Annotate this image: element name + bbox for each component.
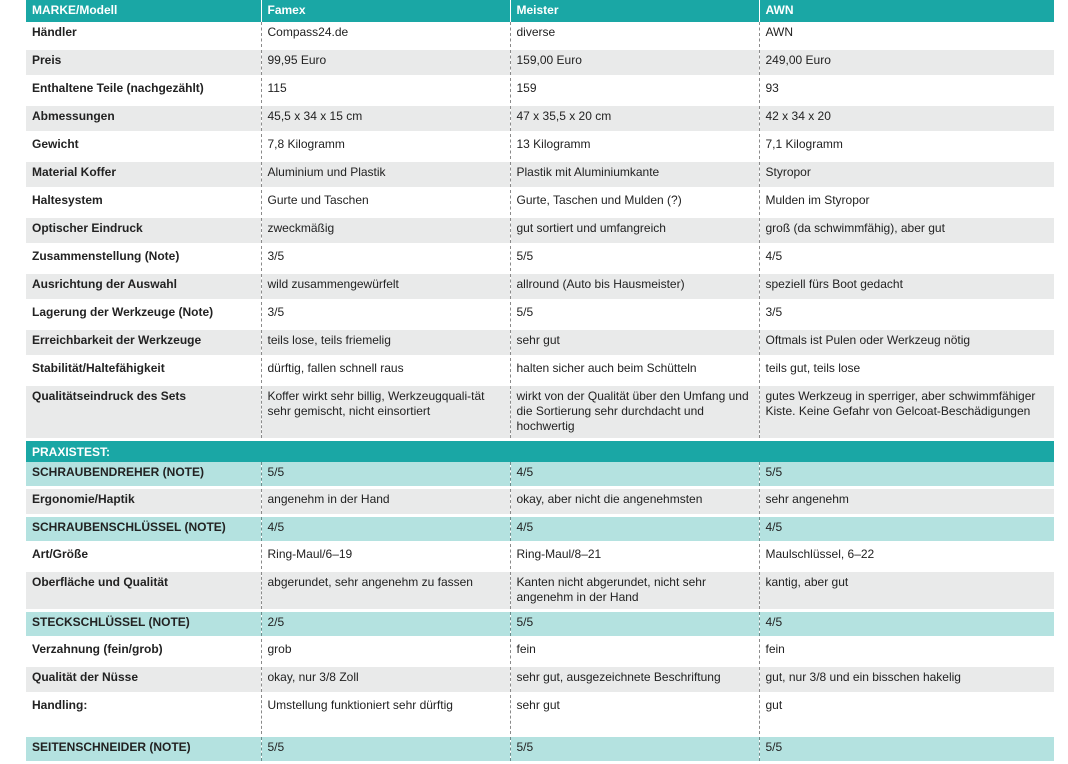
cell: 3/5: [759, 301, 1054, 329]
row-label: SCHRAUBENSCHLÜSSEL (NOTE): [26, 516, 261, 543]
table-row: [26, 161, 1054, 189]
cell: 5/5: [510, 245, 759, 273]
cell: 4/5: [510, 516, 759, 543]
cell: 47 x 35,5 x 20 cm: [510, 105, 759, 133]
table-row: [26, 694, 1054, 736]
row-label: Preis: [26, 49, 261, 77]
cell: speziell fürs Boot gedacht: [759, 273, 1054, 301]
cell: 159: [510, 77, 759, 105]
cell: Mulden im Styropor: [759, 189, 1054, 217]
table-row: [26, 189, 1054, 217]
table-row: [26, 245, 1054, 273]
cell: 4/5: [510, 462, 759, 488]
cell: halten sicher auch beim Schütteln: [510, 357, 759, 385]
table-row: [26, 105, 1054, 133]
cell: okay, nur 3/8 Zoll: [261, 666, 510, 694]
cell: 5/5: [759, 736, 1054, 763]
cell: Ring-Maul/6–19: [261, 543, 510, 571]
row-label: Enthaltene Teile (nachgezählt): [26, 77, 261, 105]
cell: allround (Auto bis Hausmeister): [510, 273, 759, 301]
cell: Gurte und Taschen: [261, 189, 510, 217]
score-row: [26, 462, 1054, 488]
cell: teils lose, teils friemelig: [261, 329, 510, 357]
cell: gut sortiert und umfangreich: [510, 217, 759, 245]
cell: 99,95 Euro: [261, 49, 510, 77]
row-label: Zusammenstellung (Note): [26, 245, 261, 273]
comparison-table: [26, 0, 1054, 764]
row-label: Qualität der Nüsse: [26, 666, 261, 694]
section-title: PRAXISTEST:: [26, 440, 1054, 463]
table-row: [26, 357, 1054, 385]
section-header-row: [26, 440, 1054, 463]
table-row: [26, 638, 1054, 666]
cell: 4/5: [261, 516, 510, 543]
cell: 42 x 34 x 20: [759, 105, 1054, 133]
row-label: Ergonomie/Haptik: [26, 488, 261, 516]
cell: 45,5 x 34 x 15 cm: [261, 105, 510, 133]
row-label: Abmessungen: [26, 105, 261, 133]
cell: gut, nur 3/8 und ein bisschen hakelig: [759, 666, 1054, 694]
row-label: SEITENSCHNEIDER (NOTE): [26, 736, 261, 763]
cell: 3/5: [261, 301, 510, 329]
cell: okay, aber nicht die angenehmsten: [510, 488, 759, 516]
cell: sehr gut: [510, 329, 759, 357]
cell: 93: [759, 77, 1054, 105]
table-row: [26, 133, 1054, 161]
cell: zweckmäßig: [261, 217, 510, 245]
cell: 4/5: [759, 516, 1054, 543]
cell: 115: [261, 77, 510, 105]
table-row: [26, 273, 1054, 301]
cell: 5/5: [510, 736, 759, 763]
cell: 5/5: [510, 301, 759, 329]
row-label: Material Koffer: [26, 161, 261, 189]
cell: 2/5: [261, 611, 510, 638]
table-row: [26, 666, 1054, 694]
cell: 159,00 Euro: [510, 49, 759, 77]
cell: Koffer wirkt sehr billig, Werkzeugquali-tät sehr gemischt, nicht einsortiert: [261, 385, 510, 440]
cell: 5/5: [261, 736, 510, 763]
table-row: [26, 571, 1054, 611]
cell: Compass24.de: [261, 22, 510, 49]
table-row: [26, 217, 1054, 245]
cell: 3/5: [261, 245, 510, 273]
cell: sehr gut, ausgezeichnete Beschriftung: [510, 666, 759, 694]
table-row: [26, 488, 1054, 516]
cell: Oftmals ist Pulen oder Werkzeug nötig: [759, 329, 1054, 357]
row-label: Handling:: [26, 694, 261, 736]
table-row: [26, 49, 1054, 77]
cell: 7,1 Kilogramm: [759, 133, 1054, 161]
row-label: Art/Größe: [26, 543, 261, 571]
header-cell: AWN: [759, 0, 1054, 22]
cell: wirkt von der Qualität über den Umfang und die Sortierung sehr durchdacht und hochwertig: [510, 385, 759, 440]
cell: 13 Kilogramm: [510, 133, 759, 161]
header-cell: MARKE/Modell: [26, 0, 261, 22]
score-row: [26, 611, 1054, 638]
header-cell: Meister: [510, 0, 759, 22]
cell: abgerundet, sehr angenehm zu fassen: [261, 571, 510, 611]
row-label: STECKSCHLÜSSEL (NOTE): [26, 611, 261, 638]
cell: 4/5: [759, 611, 1054, 638]
cell: grob: [261, 638, 510, 666]
cell: 5/5: [261, 462, 510, 488]
cell: teils gut, teils lose: [759, 357, 1054, 385]
table-row: [26, 543, 1054, 571]
row-label: Haltesystem: [26, 189, 261, 217]
cell: Maulschlüssel, 6–22: [759, 543, 1054, 571]
cell: Ring-Maul/8–21: [510, 543, 759, 571]
cell: 4/5: [759, 245, 1054, 273]
row-label: Erreichbarkeit der Werkzeuge: [26, 329, 261, 357]
table-row: [26, 385, 1054, 440]
cell: fein: [510, 638, 759, 666]
table-row: [26, 329, 1054, 357]
cell: gutes Werkzeug in sperriger, aber schwimmfähiger Kiste. Keine Gefahr von Gelcoat-Beschädigungen: [759, 385, 1054, 440]
cell: sehr gut: [510, 694, 759, 736]
cell: AWN: [759, 22, 1054, 49]
table-row: [26, 77, 1054, 105]
cell: kantig, aber gut: [759, 571, 1054, 611]
cell: 5/5: [759, 462, 1054, 488]
row-label: Händler: [26, 22, 261, 49]
row-label: Lagerung der Werkzeuge (Note): [26, 301, 261, 329]
cell: diverse: [510, 22, 759, 49]
score-row: [26, 516, 1054, 543]
row-label: Verzahnung (fein/grob): [26, 638, 261, 666]
cell: sehr angenehm: [759, 488, 1054, 516]
row-label: Qualitätseindruck des Sets: [26, 385, 261, 440]
cell: groß (da schwimmfähig), aber gut: [759, 217, 1054, 245]
score-row: [26, 736, 1054, 763]
row-label: SCHRAUBENDREHER (NOTE): [26, 462, 261, 488]
cell: angenehm in der Hand: [261, 488, 510, 516]
cell: 7,8 Kilogramm: [261, 133, 510, 161]
header-row: [26, 0, 1054, 22]
cell: dürftig, fallen schnell raus: [261, 357, 510, 385]
row-label: Ausrichtung der Auswahl: [26, 273, 261, 301]
row-label: Gewicht: [26, 133, 261, 161]
cell: fein: [759, 638, 1054, 666]
cell: 5/5: [510, 611, 759, 638]
cell: wild zusammengewürfelt: [261, 273, 510, 301]
cell: Aluminium und Plastik: [261, 161, 510, 189]
row-label: Oberfläche und Qualität: [26, 571, 261, 611]
table-row: [26, 22, 1054, 49]
cell: Gurte, Taschen und Mulden (?): [510, 189, 759, 217]
cell: Kanten nicht abgerundet, nicht sehr angenehm in der Hand: [510, 571, 759, 611]
table-row: [26, 301, 1054, 329]
header-cell: Famex: [261, 0, 510, 22]
row-label: Stabilität/Haltefähigkeit: [26, 357, 261, 385]
cell: 249,00 Euro: [759, 49, 1054, 77]
cell: gut: [759, 694, 1054, 736]
cell: Plastik mit Aluminiumkante: [510, 161, 759, 189]
row-label: Optischer Eindruck: [26, 217, 261, 245]
cell: Umstellung funktioniert sehr dürftig: [261, 694, 510, 736]
cell: Styropor: [759, 161, 1054, 189]
